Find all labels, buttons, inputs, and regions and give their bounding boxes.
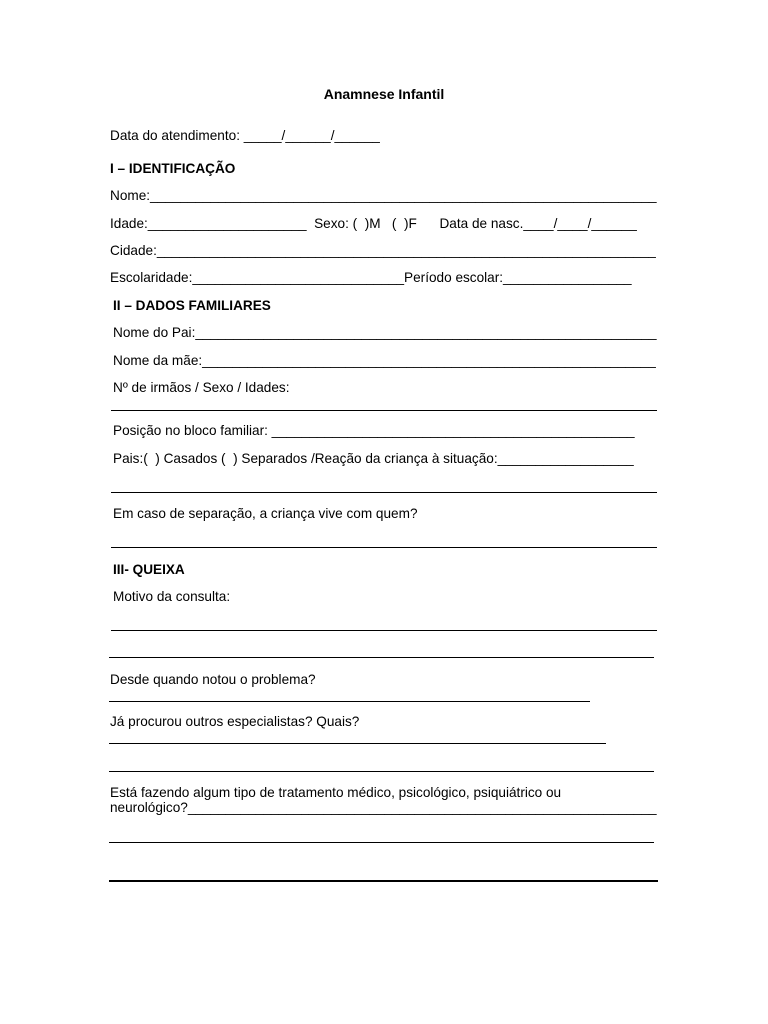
nome-mae-field: Nome da mãe:____________________________________________________________ [113, 353, 656, 368]
motivo-label: Motivo da consulta: [113, 589, 231, 604]
closing-rule [109, 880, 658, 882]
pais-situacao-field: Pais:( ) Casados ( ) Separados /Reação da criança à situação:__________________ [113, 451, 634, 466]
especialistas-answer-line-1 [109, 743, 606, 744]
pais-answer-line [111, 492, 657, 493]
desde-label: Desde quando notou o problema? [110, 672, 316, 687]
tratamento-answer-line [109, 842, 654, 843]
tratamento-label-line2: neurológico?______________________________________________________________ [110, 800, 657, 815]
section3-heading: III- QUEIXA [113, 562, 185, 577]
irmaos-answer-line [111, 410, 657, 411]
date-field: Data do atendimento: _____/______/______ [110, 128, 380, 143]
especialistas-label: Já procurou outros especialistas? Quais? [110, 714, 360, 729]
separacao-label: Em caso de separação, a criança vive com quem? [113, 506, 418, 521]
desde-answer-line [109, 701, 590, 702]
tratamento-label-line1: Está fazendo algum tipo de tratamento médico, psicológico, psiquiátrico ou [110, 785, 562, 800]
motivo-answer-line-2 [109, 657, 654, 658]
escolaridade-field: Escolaridade:____________________________Período escolar:_________________ [110, 270, 632, 285]
especialistas-answer-line-2 [109, 771, 654, 772]
cidade-field: Cidade:__________________________________________________________________ [110, 243, 656, 258]
posicao-familiar-field: Posição no bloco familiar: ________________________________________________ [113, 423, 635, 438]
motivo-answer-line-1 [111, 630, 657, 631]
nome-pai-field: Nome do Pai:_____________________________________________________________ [113, 325, 657, 340]
idade-sexo-nasc-field: Idade:_____________________ Sexo: ( )M ( )F Data de nasc.____/____/______ [110, 216, 637, 231]
page-title: Anamnese Infantil [323, 86, 445, 102]
irmaos-label: Nº de irmãos / Sexo / Idades: [113, 380, 290, 395]
section2-heading: II – DADOS FAMILIARES [113, 298, 271, 313]
section1-heading: I – IDENTIFICAÇÃO [110, 161, 236, 176]
nome-field: Nome:___________________________________________________________________ [110, 188, 657, 203]
separacao-answer-line [111, 547, 657, 548]
